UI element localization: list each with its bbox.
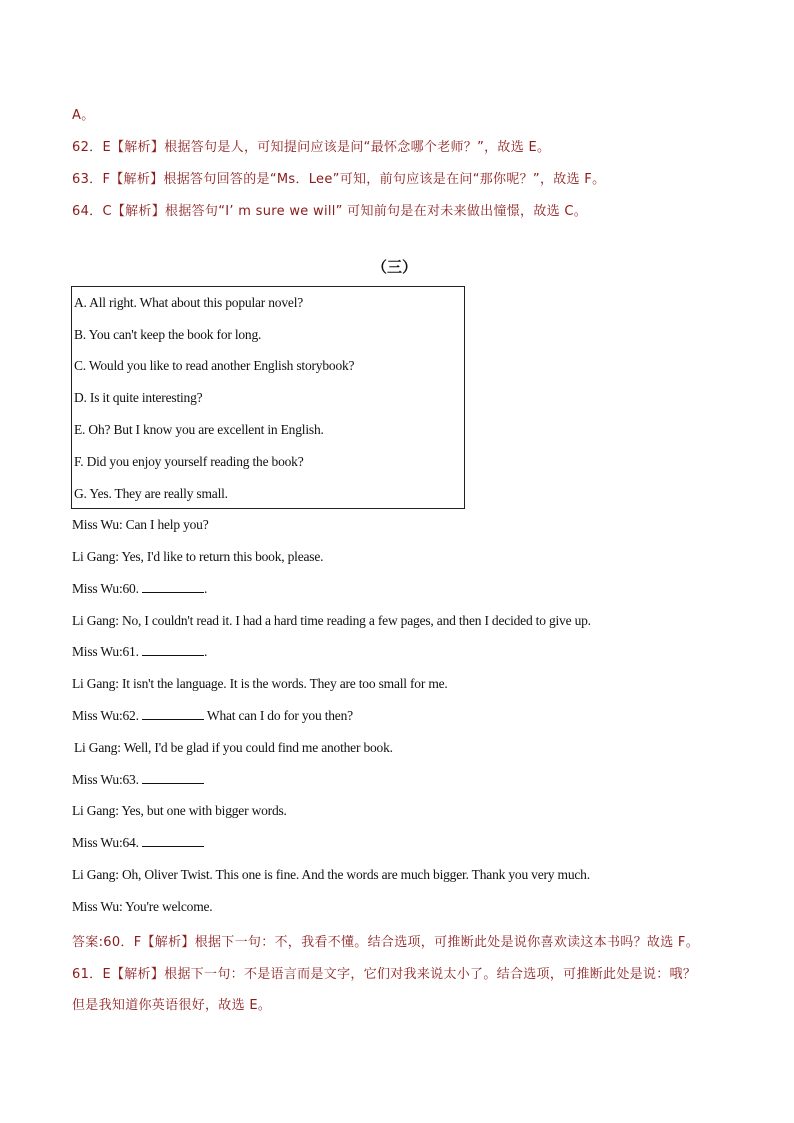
answer-blank-62 [142, 709, 204, 720]
dialogue-line: Li Gang: Oh, Oliver Twist. This one is fine. And the words are much bigger. Thank you very much. [72, 867, 590, 882]
section-title: （三） [372, 258, 418, 276]
dialogue-line-blank-62 [72, 708, 353, 724]
dialogue-line-blank-61 [72, 644, 207, 660]
answer-blank-60 [142, 582, 204, 593]
dialogue-line-blank-63 [72, 772, 204, 788]
speaker-prompt: Miss Wu:61. [72, 644, 139, 659]
answer-blank-63 [142, 773, 204, 784]
speaker-prompt: Miss Wu:62. [72, 708, 139, 723]
option-c: C. Would you like to read another English storybook? [74, 358, 355, 373]
punctuation: . [203, 581, 208, 596]
dialogue-line: Li Gang: Yes, I'd like to return this book, please. [72, 549, 324, 564]
speaker-prompt: Miss Wu:63. [72, 772, 139, 787]
dialogue-line: Miss Wu: You're welcome. [72, 899, 213, 914]
option-g: G. Yes. They are really small. [74, 486, 228, 501]
dialogue-line: Miss Wu: Can I help you? [72, 517, 209, 532]
answer-blank-61 [142, 645, 204, 656]
answer-61-continued: 但是我知道你英语很好，故选 E。 [72, 998, 272, 1013]
dialogue-line-blank-60 [72, 581, 207, 597]
dialogue-line: Li Gang: No, I couldn't read it. I had a hard time reading a few pages, and then I decided to give up. [72, 613, 591, 628]
option-b: B. You can't keep the book for long. [74, 327, 262, 342]
dialogue-continuation: What can I do for you then? [203, 708, 353, 723]
answer-62: 62．E【解析】根据答句是人，可知提问应该是问“最怀念哪个老师？”，故选 E。 [72, 140, 551, 155]
dialogue-line: Li Gang: Yes, but one with bigger words. [72, 803, 287, 818]
dialogue-line-blank-64 [72, 835, 204, 851]
answer-blank-64 [142, 836, 204, 847]
answer-line-a: A。 [72, 108, 95, 123]
option-e: E. Oh? But I know you are excellent in English. [74, 422, 324, 437]
option-a: A. All right. What about this popular novel? [74, 295, 304, 310]
dialogue-line: Li Gang: It isn't the language. It is the words. They are too small for me. [72, 676, 448, 691]
option-f: F. Did you enjoy yourself reading the book? [74, 454, 304, 469]
dialogue-line: Li Gang: Well, I'd be glad if you could find me another book. [74, 740, 393, 755]
answer-61: 61．E【解析】根据下一句：不是语言而是文字，它们对我来说太小了。结合选项，可推断此处是说：哦？ [72, 967, 697, 982]
option-d: D. Is it quite interesting? [74, 390, 203, 405]
punctuation: . [203, 644, 208, 659]
answer-63: 63．F【解析】根据答句回答的是“Ms．Lee”可知，前句应该是在问“那你呢？”，故选 F。 [72, 172, 606, 187]
options-box [71, 286, 465, 509]
speaker-prompt: Miss Wu:64. [72, 835, 139, 850]
answer-60: 答案:60．F【解析】根据下一句：不，我看不懂。结合选项，可推断此处是说你喜欢读这本书吗？故选 F。 [72, 935, 700, 950]
answer-64: 64．C【解析】根据答句“I’ m sure we will” 可知前句是在对未来做出憧憬，故选 C。 [72, 204, 588, 219]
speaker-prompt: Miss Wu:60. [72, 581, 139, 596]
